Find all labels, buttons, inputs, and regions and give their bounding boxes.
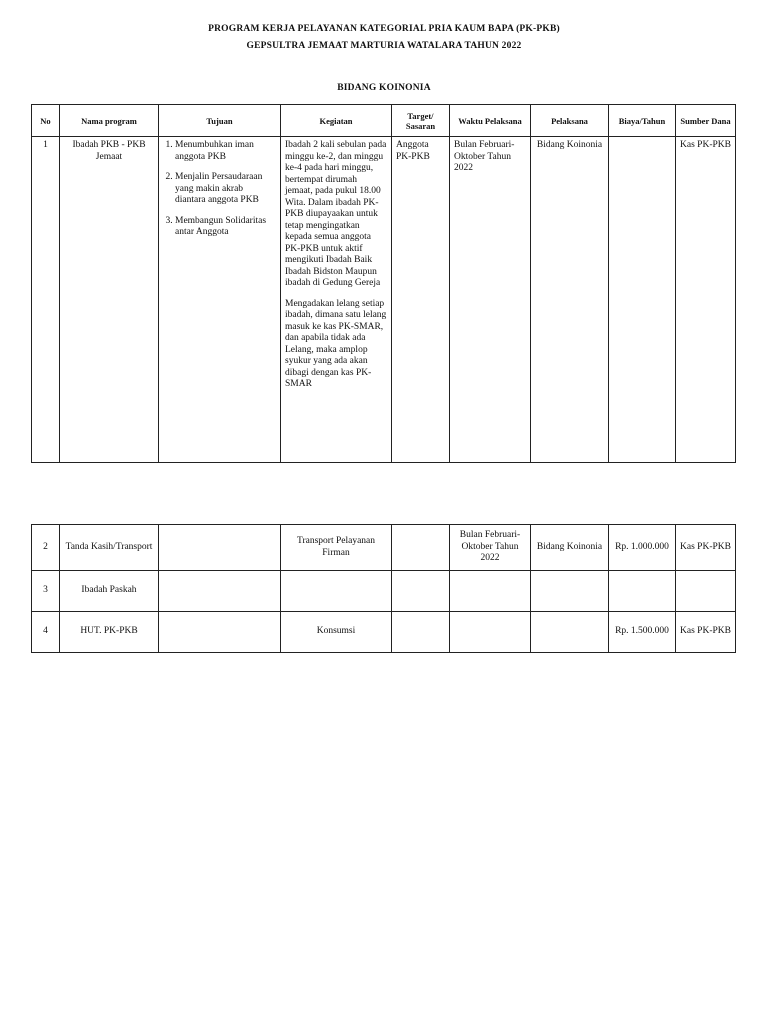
cell-biaya [609,137,676,463]
header-tujuan: Tujuan [159,105,281,137]
cell-target [392,612,450,653]
cell-biaya: Rp. 1.000.000 [609,525,676,571]
cell-kegiatan: Konsumsi [281,612,392,653]
cell-target [392,525,450,571]
cell-no: 1 [32,137,60,463]
tujuan-item: 2. Menjalin Persaudaraan yang makin akrab diantara anggota PKB [175,172,276,207]
header-nama-program: Nama program [60,105,159,137]
cell-target [392,571,450,612]
cell-biaya: Rp. 1.500.000 [609,612,676,653]
cell-nama-program: HUT. PK-PKB [60,612,159,653]
cell-tujuan [159,612,281,653]
cell-pelaksana: Bidang Koinonia [531,137,609,463]
cell-tujuan [159,525,281,571]
cell-kegiatan [281,571,392,612]
tujuan-list [163,140,276,239]
header-target: Target/ Sasaran [392,105,450,137]
cell-waktu: Bulan Februari-Oktober Tahun 2022 [450,525,531,571]
cell-waktu: Bulan Februari-Oktober Tahun 2022 [450,137,531,463]
cell-pelaksana [531,571,609,612]
cell-nama-program: Tanda Kasih/Transport [60,525,159,571]
cell-kegiatan [281,137,392,463]
table-row [32,612,736,653]
cell-tujuan [159,571,281,612]
cell-sumber: Kas PK-PKB [676,137,736,463]
cell-sumber [676,571,736,612]
cell-no: 2 [32,525,60,571]
document-title-line2: GEPSULTRA JEMAAT MARTURIA WATALARA TAHUN 2022 [246,41,522,51]
cell-waktu [450,612,531,653]
kegiatan-paragraph: Mengadakan lelang setiap ibadah, dimana satu lelang masuk ke kas PK-SMAR, dan apabila tidak ada Lelang, maka amplop syukur yang ada akan dibagi dengan kas PK-SMAR [285,298,387,389]
cell-kegiatan: Transport Pelayanan Firman [281,525,392,571]
cell-target: Anggota PK-PKB [392,137,450,463]
header-kegiatan: Kegiatan [281,105,392,137]
cell-nama-program: Ibadah PKB - PKB Jemaat [60,137,159,463]
table-row [32,137,736,463]
header-sumber: Sumber Dana [676,105,736,137]
cell-no: 4 [32,612,60,653]
cell-pelaksana [531,612,609,653]
kegiatan-paragraph: Ibadah 2 kali sebulan pada minggu ke-2, dan minggu ke-4 pada hari minggu, bertempat dirumah jemaat, pada pukul 18.00 Wita. Dalam ibadah PK-PKB diupayaakan untuk tetap mengingatkan kepada semua anggota PK-PKB untuk aktif mengikuti Ibadah Baik Ibadah Bidston Maupun ibadah di Gedung Gereja [285,140,387,288]
document-title-line1: PROGRAM KERJA PELAYANAN KATEGORIAL PRIA KAUM BAPA (PK-PKB) [208,24,560,34]
cell-sumber: Kas PK-PKB [676,525,736,571]
header-no: No [32,105,60,137]
header-pelaksana: Pelaksana [531,105,609,137]
cell-no: 3 [32,571,60,612]
header-biaya: Biaya/Tahun [609,105,676,137]
header-waktu: Waktu Pelaksana [450,105,531,137]
cell-nama-program: Ibadah Paskah [60,571,159,612]
cell-sumber: Kas PK-PKB [676,612,736,653]
tujuan-item: 1. Menumbuhkan iman anggota PKB [175,140,276,163]
tujuan-item: 3. Membangun Solidaritas antar Anggota [175,216,276,239]
table-row [32,571,736,612]
program-table-continued [31,524,736,653]
program-table [31,104,736,463]
cell-pelaksana: Bidang Koinonia [531,525,609,571]
cell-waktu [450,571,531,612]
table-row [32,525,736,571]
cell-biaya [609,571,676,612]
section-title: BIDANG KOINONIA [337,83,431,93]
cell-tujuan [159,137,281,463]
table-header-row [32,105,736,137]
